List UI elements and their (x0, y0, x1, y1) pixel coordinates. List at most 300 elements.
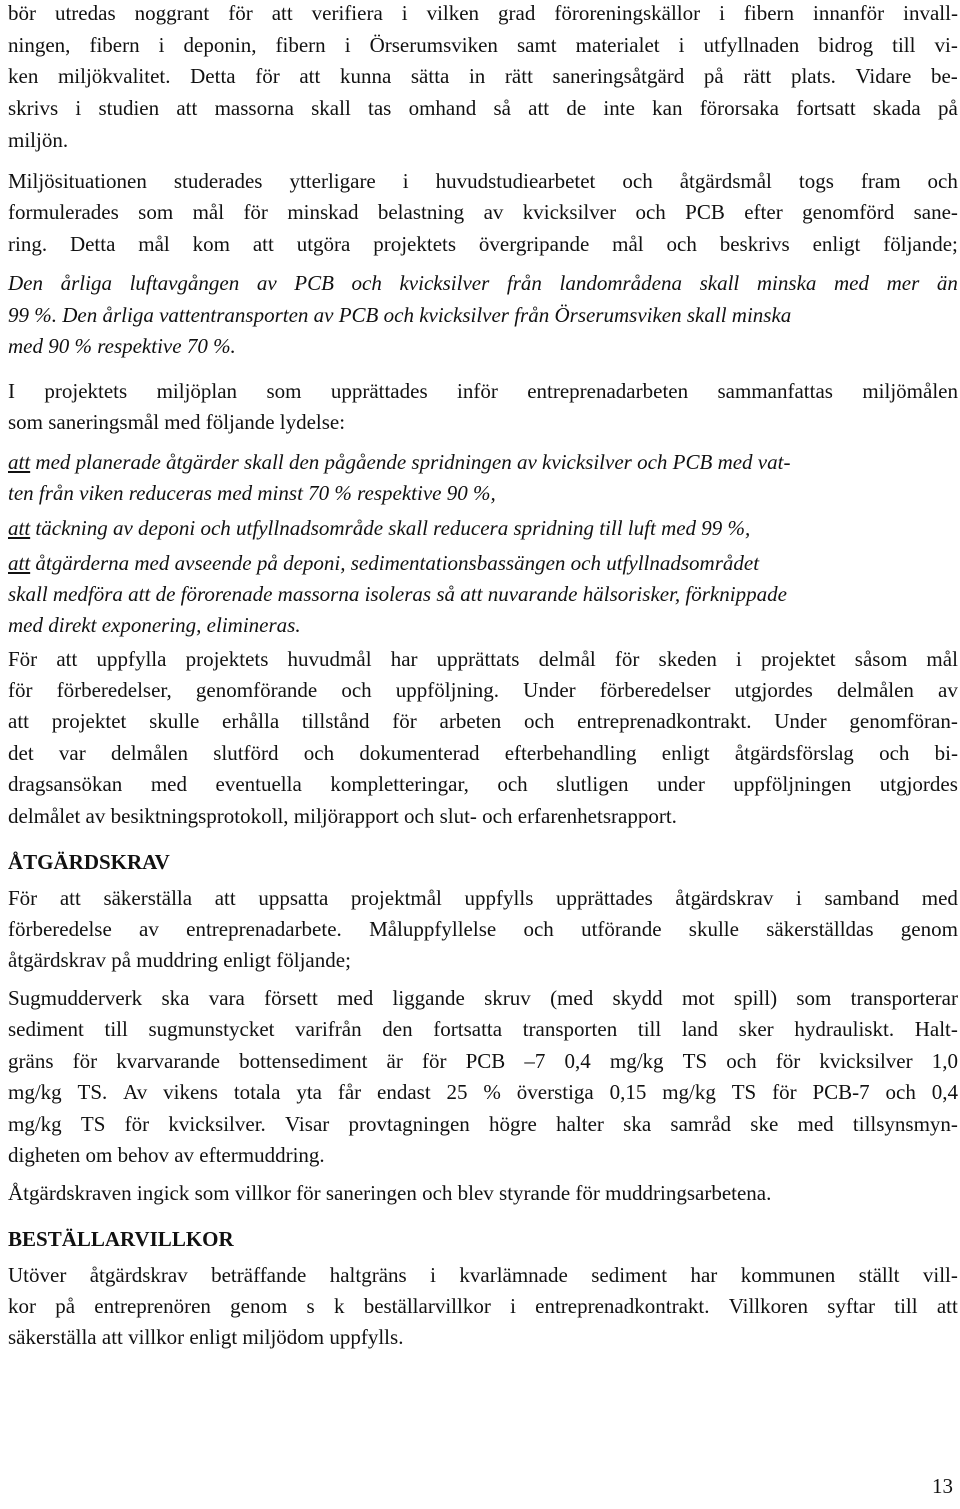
word: ska (161, 986, 190, 1010)
word: entreprenadkontrakt. (577, 709, 752, 733)
word: huvudmål (287, 647, 372, 671)
text-fragment: med planerade åtgärder skall den pågående spridningen av kvicksilver och PCB med vat- (35, 450, 791, 474)
word: mål (612, 232, 644, 256)
word: och (524, 709, 555, 733)
word: och (497, 772, 528, 796)
text-line (8, 199, 958, 225)
word: till (104, 1017, 128, 1041)
word: för (614, 647, 640, 671)
word: att (252, 232, 274, 256)
word: Av (123, 1080, 148, 1104)
word: det (8, 741, 34, 765)
word: noggrant (134, 1, 210, 25)
word: grad (498, 1, 536, 25)
word: hydrauliskt. (794, 1017, 895, 1041)
text-line: säkerställa att villkor enligt miljödom uppfylls. (8, 1325, 404, 1349)
word: såsom (854, 647, 908, 671)
text-line (8, 1111, 958, 1137)
goal-item (8, 449, 790, 475)
word: för (255, 64, 280, 88)
word: på (703, 64, 724, 88)
word: kompletteringar, (330, 772, 469, 796)
word: är (386, 1049, 403, 1073)
word: 25 (446, 1080, 468, 1104)
word: togs (798, 169, 834, 193)
word: de (566, 96, 587, 120)
word: tillstånd (301, 709, 370, 733)
word: årliga (60, 271, 112, 295)
word: ska (623, 1112, 652, 1136)
word: bottensediment (239, 1049, 368, 1073)
word: dokumenterad (359, 741, 480, 765)
word: mg/kg (8, 1080, 62, 1104)
word: deponin, (183, 33, 257, 57)
word: som (138, 200, 174, 224)
word: luftavgången (129, 271, 240, 295)
word: slutligen (556, 772, 629, 796)
text-line (8, 771, 958, 797)
word: att (176, 96, 198, 120)
word: eventuella (215, 772, 302, 796)
text-line (8, 378, 958, 404)
word: mg/kg (609, 1049, 664, 1073)
word: genom (230, 1294, 288, 1318)
text-line (8, 677, 958, 703)
word: i (401, 1, 408, 25)
word: PCB-7 (812, 1080, 870, 1104)
word: plats. (790, 64, 836, 88)
word: utförande (581, 917, 662, 941)
word: skada (872, 96, 921, 120)
word: har (690, 1263, 718, 1287)
text-fragment: täckning av deponi och utfyllnadsområde skall reducera spridning till luft med 99 %, (35, 516, 751, 540)
word: vara (208, 986, 245, 1010)
word: skulle (149, 709, 200, 733)
word: sätta (410, 64, 450, 88)
word: samråd (670, 1112, 732, 1136)
word: upprättades (556, 886, 653, 910)
word: studerades (173, 169, 263, 193)
word: huvudstudiearbetet (435, 169, 596, 193)
word: och (927, 169, 958, 193)
word: i (158, 33, 165, 57)
paragraph-measures-conclusion: Åtgärdskraven ingick som villkor för saneringen och blev styrande för muddringsarbetena. (8, 1181, 772, 1205)
word: får (337, 1080, 362, 1104)
word: samt (516, 33, 557, 57)
word: och (303, 741, 335, 765)
word: studien (98, 96, 160, 120)
word: k (333, 1294, 345, 1318)
text-line: miljön. (8, 128, 69, 152)
word: projektets (185, 647, 269, 671)
text-line (8, 302, 791, 328)
word: delmål (538, 647, 596, 671)
word: kvarlämnade (459, 1263, 568, 1287)
word: materialet (575, 33, 660, 57)
word: inför (457, 379, 498, 403)
word: Villkoren (728, 1294, 808, 1318)
word: i (796, 886, 802, 910)
word: sediment (8, 1017, 84, 1041)
text-line (8, 740, 958, 766)
text-line (8, 95, 958, 121)
word: För (8, 886, 38, 910)
word: av (256, 271, 277, 295)
word: mer (886, 271, 920, 295)
word: följande; (883, 232, 958, 256)
word: mg/kg (662, 1080, 716, 1104)
word: För (8, 647, 38, 671)
word: att (271, 1, 293, 25)
word: Vidare (855, 64, 912, 88)
word: för (772, 1080, 797, 1104)
word: sugmunstycket (148, 1017, 275, 1041)
word: säkerställdas (766, 917, 874, 941)
word: som (796, 986, 832, 1010)
word: sediment (591, 1263, 668, 1287)
word: utgjordes (734, 678, 813, 702)
word: högre (489, 1112, 537, 1136)
word: liggande (392, 986, 465, 1010)
word: uppfylla (96, 647, 167, 671)
word: och (726, 1049, 757, 1073)
text-line: digheten om behov av eftermuddring. (8, 1143, 325, 1167)
word: TS. (77, 1080, 108, 1104)
word: invall- (903, 1, 958, 25)
word: att (936, 1294, 958, 1318)
word: delmålen (110, 741, 188, 765)
word: efterbehandling (504, 741, 637, 765)
word: kvicksilver. (168, 1112, 266, 1136)
text-line (8, 708, 958, 734)
word: kommunen (740, 1263, 836, 1287)
word: fortsatta (433, 1017, 503, 1041)
word: PCB (465, 1049, 506, 1073)
word: miljömålen (862, 379, 958, 403)
word: har (390, 647, 418, 671)
word: av (938, 678, 958, 702)
word: Under (523, 678, 576, 702)
word: utgjordes (879, 772, 958, 796)
word: kor (8, 1294, 36, 1318)
text-line: med direkt exponering, elimineras. (8, 613, 301, 637)
word: kvicksilver (399, 271, 490, 295)
word: (med (550, 986, 594, 1010)
word: totala (233, 1080, 281, 1104)
word: sammanfattas (717, 379, 833, 403)
word: skeden (658, 647, 717, 671)
word: transporterar (850, 986, 958, 1010)
word: Miljösituationen (8, 169, 147, 193)
word: åtgärdskrav (675, 886, 774, 910)
word: rätt (743, 64, 772, 88)
word: inte (603, 96, 635, 120)
word: TS (682, 1049, 708, 1073)
word: på (55, 1294, 76, 1318)
word: uppfylls (464, 886, 534, 910)
word: yta (296, 1080, 322, 1104)
word: som (266, 379, 302, 403)
text-line: ten från viken reduceras med minst 70 % respektive 90 %, (8, 481, 496, 505)
word: erhålla (222, 709, 280, 733)
text-line (8, 231, 958, 257)
text-line (8, 270, 958, 296)
word: mål (926, 647, 958, 671)
word: under (657, 772, 705, 796)
word: massorna (214, 96, 294, 120)
word: bör (8, 1, 36, 25)
goal-prefix: att (8, 450, 31, 474)
word: genomförande (195, 678, 318, 702)
word: skruv (484, 986, 531, 1010)
word: och (341, 678, 372, 702)
word: kom (192, 232, 230, 256)
word: i (430, 1263, 436, 1287)
word: TS (731, 1080, 757, 1104)
word: provtagningen (348, 1112, 470, 1136)
word: försett (264, 986, 318, 1010)
word: att (56, 647, 78, 671)
word: haltgräns (329, 1263, 407, 1287)
word: fortsatt (796, 96, 856, 120)
word: bi- (934, 741, 958, 765)
page-number: 13 (932, 1474, 953, 1498)
word: varifrån (295, 1017, 362, 1041)
word: Den (8, 271, 43, 295)
word: så (493, 96, 511, 120)
word: 1,0 (931, 1049, 958, 1073)
word: innanför (813, 1, 885, 25)
word: minska (756, 271, 817, 295)
word: projektet (761, 647, 836, 671)
word: med (834, 271, 869, 295)
word: % (483, 1080, 501, 1104)
text-line (8, 1048, 958, 1074)
text-line: med 90 % respektive 70 %. (8, 334, 236, 358)
word: vikens (163, 1080, 218, 1104)
word: till (892, 33, 916, 57)
word: och (622, 169, 653, 193)
word: föroreningskällor (554, 1, 701, 25)
word: fibern (275, 33, 326, 57)
word: i (510, 1294, 516, 1318)
word: delmålen (836, 678, 914, 702)
word: ställt (858, 1263, 900, 1287)
word: uppsatta (258, 886, 329, 910)
word: transporten (522, 1017, 618, 1041)
word: i (736, 647, 742, 671)
word: och (879, 741, 910, 765)
word: för (243, 200, 268, 224)
word: med (150, 772, 187, 796)
word: bidrog (818, 33, 874, 57)
word: övergripande (478, 232, 590, 256)
word: beställarvillkor (363, 1294, 491, 1318)
word: från (506, 271, 542, 295)
word: skrivs (8, 96, 59, 120)
word: projektets (44, 379, 128, 403)
word: förberedelser (599, 678, 711, 702)
word: beskrivs (719, 232, 790, 256)
word: entreprenadarbete. (186, 917, 342, 941)
word: upprättats (436, 647, 520, 671)
word: i (75, 96, 82, 120)
word: land (681, 1017, 719, 1041)
word: samband (824, 886, 900, 910)
word: halter (556, 1112, 604, 1136)
word: TS (80, 1112, 106, 1136)
word: spill) (733, 986, 778, 1010)
text-fragment: åtgärderna med avseende på deponi, sedimentationsbassängen och utfyllnadsområdet (35, 551, 760, 575)
word: s (306, 1294, 315, 1318)
word: Halt- (914, 1017, 958, 1041)
word: och (523, 917, 554, 941)
word: att (8, 709, 29, 733)
text-line (8, 885, 958, 911)
text-line (8, 646, 958, 672)
word: beträffande (211, 1263, 307, 1287)
word: mot (681, 986, 715, 1010)
word: endast (377, 1080, 431, 1104)
word: miljökvalitet. (57, 64, 171, 88)
word: uppföljningen (733, 772, 852, 796)
word: dragsansökan (8, 772, 123, 796)
word: var (58, 741, 86, 765)
word: vilken (426, 1, 480, 25)
word: PCB (294, 271, 334, 295)
word: den (382, 1017, 413, 1041)
word: Örserumsviken (369, 33, 498, 57)
text-line (8, 1079, 958, 1105)
word: –7 (524, 1049, 546, 1073)
word: in (468, 64, 486, 88)
word: 0,4 (931, 1080, 958, 1104)
word: förorsaka (699, 96, 779, 120)
section-heading-bestallarvillkor: BESTÄLLARVILLKOR (8, 1227, 234, 1251)
word: projektmål (350, 886, 442, 910)
word: Sugmudderverk (8, 986, 143, 1010)
goal-item (8, 550, 759, 576)
text-line: delmålet av besiktningsprotokoll, miljörapport och slut- och erfarenhetsrapport. (8, 804, 677, 828)
text-line (8, 916, 958, 942)
word: genom (900, 917, 958, 941)
word: sane- (913, 200, 958, 224)
word: utfyllnaden (703, 33, 800, 57)
word: fibern (89, 33, 140, 57)
word: 0,4 (564, 1049, 591, 1073)
word: skall (699, 271, 740, 295)
word: Under (774, 709, 827, 733)
word: tillsynsmyn- (852, 1112, 958, 1136)
word: ytterligare (289, 169, 376, 193)
text-line: åtgärdskrav på muddring enligt följande; (8, 948, 351, 972)
word: verifiera (311, 1, 383, 25)
word: slutförd (213, 741, 279, 765)
word: utgöra (296, 232, 351, 256)
word: saneringsåtgärd (552, 64, 685, 88)
word: med (797, 1112, 834, 1136)
text-fragment: 99 %. (8, 303, 57, 327)
word: entreprenadkontrakt. (535, 1294, 710, 1318)
word: till (637, 1017, 662, 1041)
word: för (421, 1049, 447, 1073)
word: för (392, 709, 417, 733)
word: för (228, 1, 253, 25)
word: PCB (685, 200, 725, 224)
word: efter (744, 200, 783, 224)
word: minskad (287, 200, 359, 224)
word: ske (750, 1112, 779, 1136)
word: och (885, 1080, 916, 1104)
word: arbeten (439, 709, 502, 733)
word: för (775, 1049, 801, 1073)
word: uppföljning. (395, 678, 500, 702)
goal-prefix: att (8, 516, 31, 540)
word: att (299, 64, 321, 88)
word: av (139, 917, 159, 941)
word: åtgärdskrav (89, 1263, 188, 1287)
word: upprättades (330, 379, 428, 403)
text-fragment: Den årliga vattentransporten av PCB och kvicksilver från Örserumsviken skall minska (62, 303, 792, 327)
text-line (8, 1262, 958, 1288)
text-line: skall medföra att de förorenade massorna isoleras så att nuvarande hälsorisker, förknippade (8, 582, 787, 606)
word: förberedelser, (56, 678, 172, 702)
word: kan (652, 96, 683, 120)
word: enligt (812, 232, 861, 256)
word: i (344, 33, 351, 57)
text-line (8, 1016, 958, 1042)
word: kvicksilver (522, 200, 617, 224)
word: åtgärdsmål (679, 169, 772, 193)
word: säkerställa (103, 886, 193, 910)
word: överstiga (516, 1080, 594, 1104)
text-line (8, 1293, 958, 1319)
word: utredas (54, 1, 116, 25)
word: skall (311, 96, 351, 120)
word: av (483, 200, 504, 224)
word: formulerades (8, 200, 119, 224)
word: mg/kg (8, 1112, 62, 1136)
word: vi- (934, 33, 958, 57)
text-line (8, 985, 958, 1011)
word: fram (860, 169, 901, 193)
word: mål (138, 232, 170, 256)
word: med (337, 986, 374, 1010)
word: syftar (827, 1294, 876, 1318)
text-line (8, 63, 958, 89)
word: gräns (8, 1049, 54, 1073)
word: för (72, 1049, 98, 1073)
word: Utöver (8, 1263, 67, 1287)
word: Detta (69, 232, 116, 256)
word: miljöplan (156, 379, 238, 403)
word: med (921, 886, 958, 910)
word: Måluppfyllelse (369, 917, 497, 941)
word: tas (368, 96, 392, 120)
word: 0,15 (609, 1080, 647, 1104)
word: belastning (377, 200, 465, 224)
word: Visar (285, 1112, 330, 1136)
word: skydd (612, 986, 663, 1010)
word: och (351, 271, 382, 295)
word: projektet (51, 709, 127, 733)
word: än (936, 271, 958, 295)
word: åtgärdsförslag (734, 741, 854, 765)
word: genomförd (802, 200, 895, 224)
goal-item (8, 515, 750, 541)
word: och (635, 200, 666, 224)
word: i (678, 33, 685, 57)
